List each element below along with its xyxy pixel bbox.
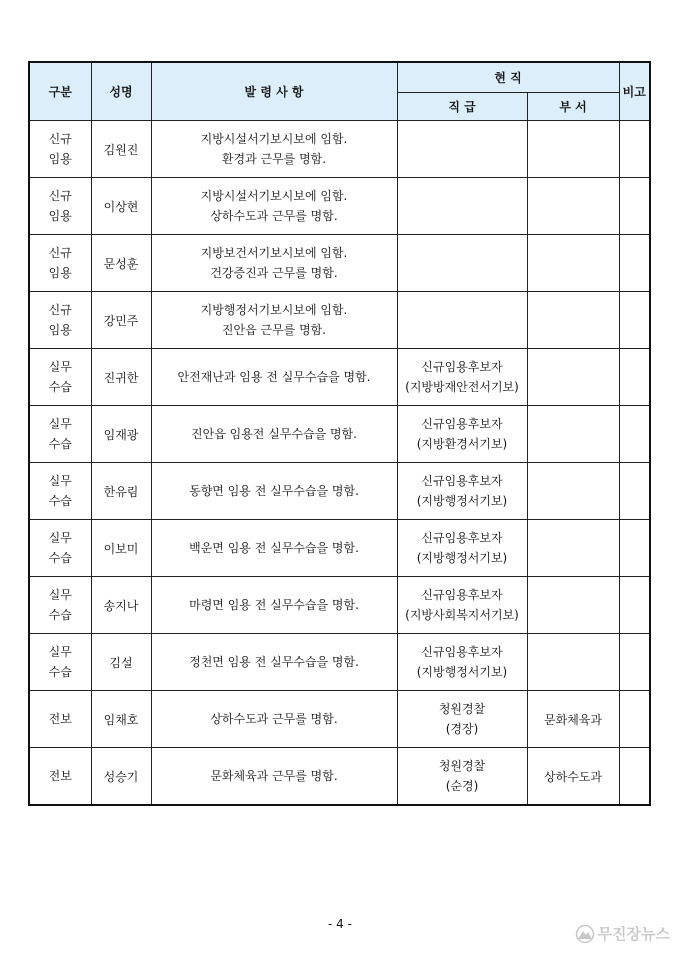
note-cell [619,520,650,577]
order-cell [151,748,397,806]
note-cell [619,463,650,520]
category-cell-line: 전보 [48,712,72,726]
category-cell-line: 신규 [48,132,72,146]
name-cell: 임재광 [91,406,151,463]
category-cell [29,178,91,235]
rank-cell-line: 신규임용후보자 [421,474,503,488]
name-cell: 송지나 [91,577,151,634]
note-cell [619,178,650,235]
watermark-text: 무진장뉴스 [597,925,670,943]
category-cell-line: 실무 [48,417,72,431]
rank-cell [397,577,527,634]
header-order: 발 령 사 항 [151,62,397,121]
rank-cell-line: 청원경찰 [438,759,486,773]
rank-cell-line: (지방행정서기보) [416,665,508,679]
order-cell-line: 지방행정서기보시보에 임함. [200,303,348,317]
rank-cell-line: 신규임용후보자 [421,645,503,659]
mountain-logo-icon [575,925,595,943]
category-cell-line: 전보 [48,769,72,783]
category-cell-line: 신규 [48,246,72,260]
note-cell [619,691,650,748]
order-cell [151,577,397,634]
rank-cell-line: (지방방재안전서기보) [405,380,519,394]
order-cell [151,406,397,463]
order-cell [151,178,397,235]
note-cell [619,577,650,634]
dept-cell: 상하수도과 [527,748,619,806]
order-cell [151,520,397,577]
order-cell-line: 동향면 임용 전 실무수습을 명함. [189,484,359,498]
rank-cell-line: (지방행정서기보) [416,551,508,565]
name-cell: 강민주 [91,292,151,349]
dept-cell [527,406,619,463]
order-cell [151,463,397,520]
name-cell: 김원진 [91,121,151,178]
name-cell: 김설 [91,634,151,691]
dept-cell [527,349,619,406]
note-cell [619,349,650,406]
rank-cell [397,691,527,748]
name-cell: 문성훈 [91,235,151,292]
table-row [29,349,650,406]
category-cell [29,634,91,691]
rank-cell-line: (경장) [445,722,479,736]
order-cell [151,121,397,178]
dept-cell [527,463,619,520]
rank-cell-line: 청원경찰 [438,702,486,716]
order-cell [151,691,397,748]
category-cell-line: 실무 [48,588,72,602]
table-row [29,406,650,463]
category-cell-line: 실무 [48,474,72,488]
rank-cell [397,406,527,463]
category-cell-line: 신규 [48,303,72,317]
order-cell-line: 지방시설서기보시보에 임함. [200,189,348,203]
table-row [29,748,650,806]
rank-cell-line: 신규임용후보자 [421,531,503,545]
category-cell-line: 신규 [48,189,72,203]
rank-cell [397,748,527,806]
order-cell-line: 지방보건서기보시보에 임함. [200,246,348,260]
dept-cell [527,634,619,691]
category-cell [29,748,91,806]
header-note: 비고 [619,62,650,121]
name-cell: 이보미 [91,520,151,577]
category-cell-line: 수습 [48,608,72,622]
order-cell-line: 환경과 근무를 명함. [221,152,327,166]
category-cell [29,349,91,406]
order-cell-line: 지방시설서기보시보에 임함. [200,132,348,146]
order-cell-line: 백운면 임용 전 실무수습을 명함. [189,541,359,555]
category-cell-line: 실무 [48,645,72,659]
order-cell-line: 건강증진과 근무를 명함. [210,266,338,280]
note-cell [619,235,650,292]
category-cell-line: 실무 [48,360,72,374]
category-cell-line: 임용 [48,152,72,166]
rank-cell-line: 신규임용후보자 [421,417,503,431]
category-cell [29,577,91,634]
page-number: - 4 - [328,917,352,931]
dept-cell [527,121,619,178]
table-row [29,178,650,235]
header-name: 성명 [91,62,151,121]
order-cell-line: 문화체육과 근무를 명함. [210,769,338,783]
table-row [29,691,650,748]
rank-cell [397,235,527,292]
header-dept: 부 서 [527,93,619,121]
order-cell-line: 상하수도과 근무를 명함. [210,712,338,726]
category-cell-line: 수습 [48,551,72,565]
dept-cell [527,178,619,235]
rank-cell [397,463,527,520]
personnel-order-table [28,61,651,806]
name-cell: 이상현 [91,178,151,235]
order-cell-line: 상하수도과 근무를 명함. [210,209,338,223]
dept-cell [527,292,619,349]
order-cell [151,292,397,349]
table-row [29,121,650,178]
rank-cell-line: 신규임용후보자 [421,588,503,602]
category-cell-line: 임용 [48,266,72,280]
table-row [29,235,650,292]
category-cell [29,292,91,349]
name-cell: 성승기 [91,748,151,806]
table-row [29,292,650,349]
rank-cell-line: (순경) [445,779,479,793]
order-cell-line: 안전재난과 임용 전 실무수습을 명함. [177,370,371,384]
order-cell [151,235,397,292]
watermark [575,923,670,944]
note-cell [619,634,650,691]
table-row [29,520,650,577]
order-cell-line: 마령면 임용 전 실무수습을 명함. [189,598,359,612]
rank-cell [397,520,527,577]
dept-cell [527,520,619,577]
header-category: 구분 [29,62,91,121]
header-rank: 직 급 [397,93,527,121]
note-cell [619,406,650,463]
category-cell-line: 실무 [48,531,72,545]
name-cell: 한유림 [91,463,151,520]
category-cell-line: 수습 [48,380,72,394]
header-current: 현 직 [397,62,619,93]
table-row [29,634,650,691]
order-cell [151,349,397,406]
category-cell [29,463,91,520]
category-cell-line: 임용 [48,209,72,223]
rank-cell [397,349,527,406]
category-cell-line: 수습 [48,665,72,679]
note-cell [619,121,650,178]
dept-cell: 문화체육과 [527,691,619,748]
note-cell [619,292,650,349]
dept-cell [527,235,619,292]
dept-cell [527,577,619,634]
category-cell [29,121,91,178]
category-cell [29,691,91,748]
rank-cell [397,121,527,178]
order-cell [151,634,397,691]
order-cell-line: 진안읍 근무를 명함. [221,323,327,337]
rank-cell-line: (지방사회복지서기보) [405,608,519,622]
category-cell-line: 임용 [48,323,72,337]
rank-cell-line: 신규임용후보자 [421,360,503,374]
category-cell [29,406,91,463]
category-cell [29,235,91,292]
rank-cell-line: (지방행정서기보) [416,494,508,508]
table-row [29,577,650,634]
name-cell: 임채호 [91,691,151,748]
name-cell: 진귀한 [91,349,151,406]
order-cell-line: 진안읍 임용전 실무수습을 명함. [191,427,357,441]
table-row [29,463,650,520]
note-cell [619,748,650,806]
rank-cell [397,292,527,349]
category-cell-line: 수습 [48,437,72,451]
category-cell [29,520,91,577]
rank-cell-line: (지방환경서기보) [416,437,508,451]
rank-cell [397,634,527,691]
order-cell-line: 정천면 임용 전 실무수습을 명함. [189,655,359,669]
rank-cell [397,178,527,235]
category-cell-line: 수습 [48,494,72,508]
